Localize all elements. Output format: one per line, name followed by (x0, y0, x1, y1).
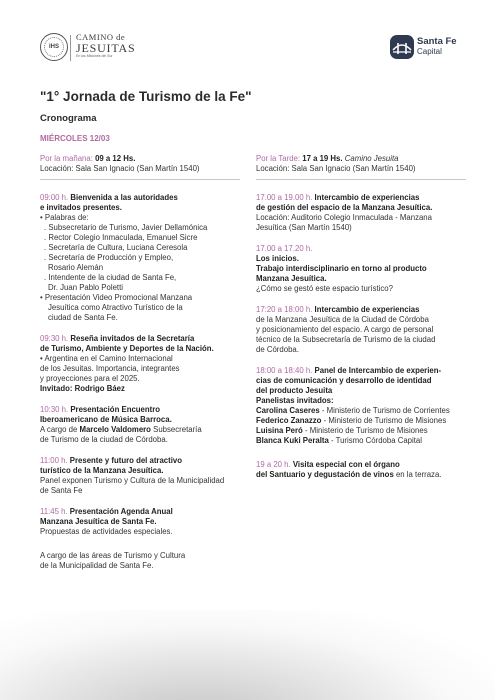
item-title-cont: cias de comunicación y desarrollo de identidad (256, 376, 432, 385)
item-title-cont: Iberoamericano de Música Barroca. (40, 415, 172, 424)
afternoon-time: 17 a 19 Hs. (302, 154, 343, 163)
item-title-cont: del producto Jesuita (256, 386, 333, 395)
closing-note (40, 551, 240, 571)
logo-line-1: CAMINO de (76, 32, 126, 42)
closing-line: A cargo de las áreas de Turismo y Cultura (40, 551, 186, 560)
divider (40, 179, 240, 180)
item-line: . Rector Colegio Inmaculada, Emanuel Sicre (44, 233, 198, 242)
schedule-item (40, 405, 240, 445)
item-title: Intercambio de experiencias (314, 193, 420, 202)
santa-fe-label: Santa Fe (417, 36, 457, 47)
item-title: Intercambio de experiencias (314, 305, 420, 314)
camino-jesuitas-logo (76, 33, 146, 63)
schedule-item (256, 244, 466, 294)
schedule-item (40, 456, 240, 496)
item-line: • Presentación Video Promocional Manzana (40, 293, 193, 302)
jesuit-seal-logo: IHS (40, 33, 68, 61)
schedule-item (40, 507, 240, 537)
item-line: ciudad de Santa Fe. (48, 313, 118, 322)
page-title: "1° Jornada de Turismo de la Fe" (40, 89, 252, 104)
morning-location: Locación: Sala San Ignacio (San Martín 1540) (40, 164, 200, 173)
item-line: de los Jesuitas. Importancia, integrantes (40, 364, 180, 373)
item-line: . Secretaría de Producción y Empleo, (44, 253, 174, 262)
header (0, 0, 495, 80)
morning-label: Por la mañana: (40, 154, 93, 163)
item-title-cont: Manzana Jesuítica. (256, 274, 327, 283)
panelist (256, 426, 466, 436)
schedule-item (40, 193, 240, 323)
item-time: 11:45 h. (40, 507, 68, 516)
afternoon-column (256, 154, 466, 491)
item-line: . Subsecretario de Turismo, Javier Dellamónica (44, 223, 208, 232)
item-line: Jesuítica como Atractivo Turístico de la (48, 303, 183, 312)
item-title-cont: e invitados presentes. (40, 203, 122, 212)
item-line: . Secretaría de Cultura, Luciana Ceresola (44, 243, 188, 252)
item-line: de la Manzana Jesuítica de la Ciudad de Córdoba (256, 315, 429, 324)
item-time: 17:20 a 18:00 h. (256, 305, 313, 314)
panelist-name: Luisina Peró (256, 426, 303, 435)
item-title: Visita especial con el órgano (292, 460, 400, 469)
item-title-cont: Trabajo interdisciplinario en torno al producto (256, 264, 427, 273)
panelist-name: Carolina Caseres (256, 406, 320, 415)
charge-rest: Subsecretaría (153, 425, 202, 434)
item-line: y posicionamiento del espacio. A cargo de personal (256, 325, 434, 334)
item-time: 10:30 h. (40, 405, 69, 414)
schedule-item (256, 305, 466, 355)
schedule-item (40, 334, 240, 394)
item-time: 09:00 h. (40, 193, 69, 202)
day-heading: MIÉRCOLES 12/03 (40, 134, 110, 143)
afternoon-label: Por la Tarde: (256, 154, 301, 163)
panelists-label: Panelistas invitados: (256, 396, 334, 405)
logo-line-2: JESUITAS (76, 41, 136, 55)
logo-line-3: En las Misiones del Sur (76, 54, 113, 58)
item-line: Locación: Auditorio Colegio Inmaculada - Manzana (256, 213, 432, 222)
item-line: • Palabras de: (40, 213, 89, 222)
item-time: 09:30 h. (40, 334, 69, 343)
afternoon-location: Locación: Sala San Ignacio (San Martín 1540) (256, 164, 416, 173)
item-time: 11:00 h. (40, 456, 68, 465)
item-line: de Santa Fe (40, 486, 83, 495)
charge-prefix: A cargo de (40, 425, 78, 434)
item-line: Propuestas de actividades especiales. (40, 527, 173, 536)
afternoon-place: Camino Jesuita (344, 154, 399, 163)
item-line: Jesuítica (San Martín 1540) (256, 223, 352, 232)
item-line: . Intendente de la ciudad de Santa Fe, (44, 273, 177, 282)
item-title: Presentación Agenda Anual (69, 507, 173, 516)
item-line: y proyecciones para el 2025. (40, 374, 140, 383)
item-line: ¿Cómo se gestó este espacio turístico? (256, 284, 393, 293)
item-title-cont: del Santuario y degustación de vinos (256, 470, 394, 479)
item-title: Reseña invitados de la Secretaría (70, 334, 195, 343)
panelist-name: Blanca Kuki Peralta (256, 436, 329, 445)
item-title: Los inicios. (256, 254, 299, 263)
item-title: Presente y futuro del atractivo (69, 456, 183, 465)
panelist-role: - Ministerio de Turismo de Misiones (323, 416, 447, 425)
santa-fe-capital-logo (390, 35, 470, 61)
item-title: Presentación Encuentro (70, 405, 161, 414)
item-time: 17.00 a 19.00 h. (256, 193, 313, 202)
item-title-rest: en la terraza. (395, 470, 442, 479)
capital-label: Capital (417, 47, 442, 56)
schedule-item (256, 193, 466, 233)
panelist-role: - Ministerio de Turismo de Corrientes (321, 406, 450, 415)
morning-column (40, 154, 240, 582)
item-line: de Turismo de la ciudad de Córdoba. (40, 435, 168, 444)
divider (256, 179, 466, 180)
item-title: Panel de Intercambio de experien- (314, 366, 442, 375)
panelist-name: Federico Zanazzo (256, 416, 322, 425)
closing-line: de la Municipalidad de Santa Fe. (40, 561, 154, 570)
item-title-cont: Manzana Jesuítica de Santa Fe. (40, 517, 157, 526)
item-title-cont: de Turismo, Ambiente y Deportes de la Nación. (40, 344, 214, 353)
logo-divider (70, 35, 71, 61)
item-line: Dr. Juan Pablo Poletti (48, 283, 123, 292)
guest-line: Invitado: Rodrigo Báez (40, 384, 125, 393)
item-title: Bienvenida a las autoridades (70, 193, 178, 202)
item-line: de Córdoba. (256, 345, 299, 354)
panelist-role: - Turismo Córdoba Capital (330, 436, 422, 445)
page-subtitle: Cronograma (40, 113, 97, 124)
schedule-item (256, 366, 466, 446)
panelist-role: - Ministerio de Turismo de Misiones (304, 426, 428, 435)
item-line: • Argentina en el Camino Internacional (40, 354, 173, 363)
charge-name: Marcelo Valdomero (79, 425, 151, 434)
item-time: 19 a 20 h. (256, 460, 291, 469)
item-time: 18:00 a 18:40 h. (256, 366, 313, 375)
item-time: 17.00 a 17.20 h. (256, 244, 313, 253)
panelist (256, 416, 466, 426)
item-title-cont: turístico de la Manzana Jesuítica. (40, 466, 164, 475)
panelist (256, 406, 466, 416)
item-line: Panel exponen Turismo y Cultura de la Municipalidad (40, 476, 225, 485)
item-title-cont: de gestión del espacio de la Manzana Jesuítica. (256, 203, 433, 212)
panelist (256, 436, 466, 446)
item-line: Rosario Alemán (48, 263, 104, 272)
bridge-icon (390, 35, 414, 59)
morning-time: 09 a 12 Hs. (95, 154, 136, 163)
schedule-item (256, 460, 466, 480)
footer-decoration (0, 610, 495, 700)
item-line: técnico de la Subsecretaría de Turismo de la ciudad (256, 335, 436, 344)
